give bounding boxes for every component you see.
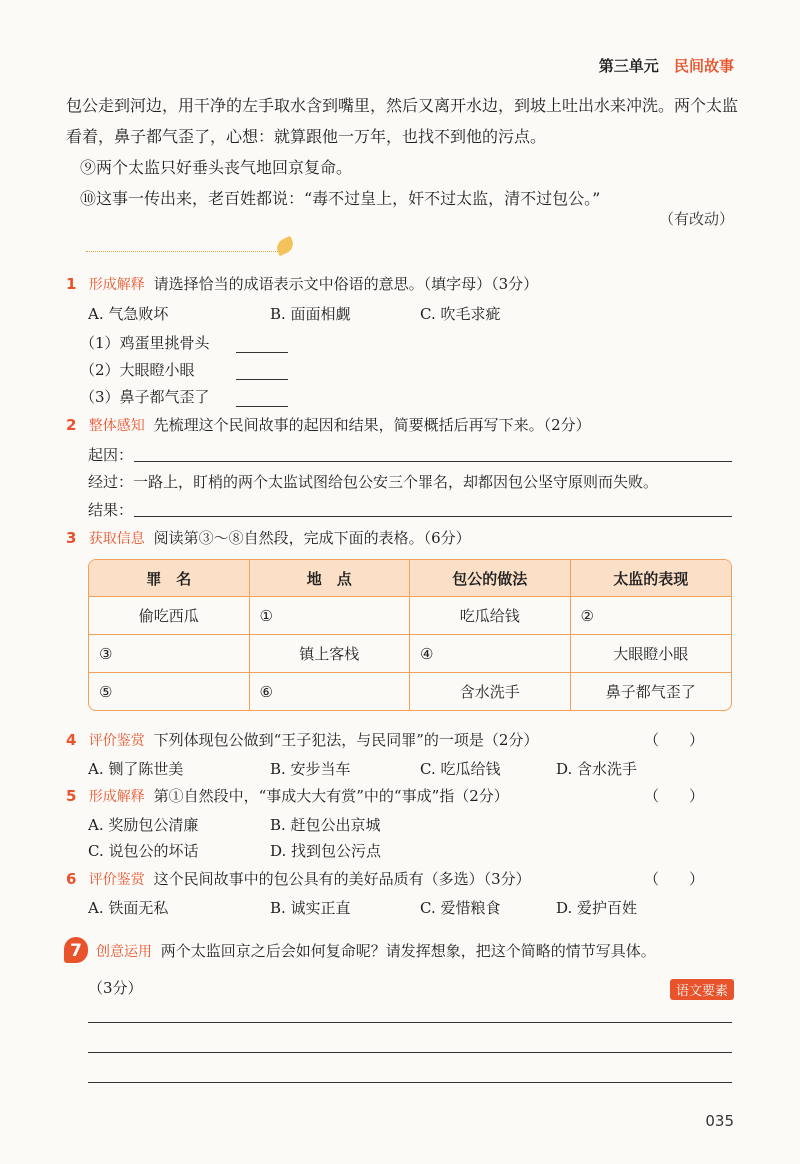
question-tag: 整体感知 — [88, 418, 145, 434]
sub-item-2: （2）大眼瞪小眼 — [80, 361, 195, 379]
table-header: 地 点 — [250, 560, 411, 597]
table-cell-blank[interactable]: ② — [571, 597, 732, 635]
language-element-badge: 语文要素 — [670, 979, 734, 1000]
question-6 — [66, 865, 531, 894]
dotted-divider — [86, 251, 284, 252]
option-b: B. 面面相觑 — [270, 305, 351, 323]
question-text: 阅读第③～⑧自然段，完成下面的表格。（6分） — [153, 529, 471, 547]
option-d: D. 找到包公污点 — [270, 842, 382, 860]
option-a: A. 气急败坏 — [88, 305, 169, 323]
unit-label: 第三单元 — [598, 57, 659, 75]
story-paragraph-9: ⑨两个太监只好垂头丧气地回京复命。 — [80, 158, 353, 177]
section-label: 民间故事 — [673, 57, 734, 75]
question-2 — [66, 411, 591, 440]
question-text: 这个民间故事中的包公具有的美好品质有（多选）（3分） — [153, 870, 531, 888]
option-a: A. 铡了陈世美 — [88, 760, 184, 778]
option-b: B. 赶包公出京城 — [270, 816, 381, 834]
question-number: 5 — [66, 787, 77, 805]
answer-paren-6[interactable]: （） — [643, 870, 734, 888]
option-c: C. 爱惜粮食 — [420, 899, 501, 917]
table-row — [89, 635, 731, 673]
option-c: C. 吹毛求疵 — [420, 305, 501, 323]
table-cell-blank[interactable]: ⑥ — [250, 673, 411, 710]
question-7 — [96, 937, 656, 966]
info-table — [88, 559, 732, 711]
option-c: C. 说包公的坏话 — [88, 842, 199, 860]
table-row — [89, 597, 731, 635]
answer-paren-5[interactable]: （） — [643, 787, 734, 805]
answer-blank-1[interactable] — [236, 351, 288, 353]
table-cell: 大眼瞪小眼 — [571, 635, 732, 673]
story-paragraph: 包公走到河边，用干净的左手取水含到嘴里，然后又离开水边，到坡上吐出水来冲洗。两个太监看着，鼻子都气歪了，心想：就算跟他一万年，也找不到他的污点。 — [66, 96, 739, 146]
table-header: 太监的表现 — [571, 560, 732, 597]
table-header: 包公的做法 — [410, 560, 571, 597]
sub-item-1: （1）鸡蛋里挑骨头 — [80, 334, 210, 352]
answer-blank-3[interactable] — [236, 405, 288, 407]
question-tag: 形成解释 — [88, 277, 145, 293]
question-text: 先梳理这个民间故事的起因和结果，简要概括后再写下来。（2分） — [153, 416, 591, 434]
option-c: C. 吃瓜给钱 — [420, 760, 501, 778]
cause-label: 起因： — [88, 446, 134, 464]
story-paragraph-10: ⑩这事一传出来，老百姓都说：“毒不过皇上，奸不过太监，清不过包公。” — [80, 189, 601, 208]
question-1 — [66, 270, 538, 299]
table-cell-blank[interactable]: ⑤ — [89, 673, 250, 710]
sub-item-3: （3）鼻子都气歪了 — [80, 388, 210, 406]
option-d: D. 爱护百姓 — [556, 899, 638, 917]
process-text: 经过：一路上，盯梢的两个太监试图给包公安三个罪名，却都因包公坚守原则而失败。 — [88, 473, 659, 491]
question-tag: 评价鉴赏 — [88, 733, 145, 749]
option-b: B. 安步当车 — [270, 760, 351, 778]
question-number: 3 — [66, 529, 77, 547]
page-header — [599, 55, 734, 76]
table-cell: 鼻子都气歪了 — [605, 683, 696, 701]
writing-line[interactable] — [88, 1021, 732, 1023]
question-text: 请选择恰当的成语表示文中俗语的意思。（填字母）（3分） — [153, 275, 539, 293]
table-cell-blank[interactable]: ③ — [89, 635, 250, 673]
option-a: A. 奖励包公清廉 — [88, 816, 199, 834]
question-tag: 创意运用 — [96, 944, 152, 960]
question-number: 1 — [66, 275, 77, 293]
score-label: （3分） — [88, 979, 143, 997]
question-tag: 形成解释 — [88, 789, 145, 805]
option-a: A. 铁面无私 — [88, 899, 169, 917]
result-answer-line[interactable] — [134, 515, 732, 517]
table-cell: 镇上客栈 — [250, 635, 411, 673]
question-text: 第①自然段中，“事成大大有赏”中的“事成”指（2分） — [153, 787, 509, 805]
question-3 — [66, 524, 471, 553]
question-text: 两个太监回京之后会如何复命呢？请发挥想象，把这个简略的情节写具体。 — [160, 942, 656, 960]
table-header: 罪 名 — [89, 560, 250, 597]
table-header-row — [89, 560, 731, 597]
option-d: D. 含水洗手 — [556, 760, 638, 778]
result-label: 结果： — [88, 501, 134, 519]
table-cell: 吃瓜给钱 — [410, 597, 571, 635]
table-cell: 含水洗手 — [410, 673, 571, 710]
question-5 — [66, 782, 509, 811]
cause-answer-line[interactable] — [134, 460, 732, 462]
answer-blank-2[interactable] — [236, 378, 288, 380]
question-number: 6 — [66, 870, 77, 888]
question-tag: 评价鉴赏 — [88, 872, 145, 888]
question-number: 2 — [66, 416, 77, 434]
table-cell-blank[interactable]: ④ — [410, 635, 571, 673]
table-cell-blank[interactable]: ① — [250, 597, 411, 635]
leaf-icon — [274, 236, 296, 256]
writing-line[interactable] — [88, 1051, 732, 1053]
option-b: B. 诚实正直 — [270, 899, 351, 917]
question-text: 下列体现包公做到“王子犯法，与民同罪”的一项是（2分） — [153, 731, 539, 749]
source-note: （有改动） — [658, 210, 734, 228]
page-number: 035 — [705, 1112, 734, 1130]
writing-line[interactable] — [88, 1081, 732, 1083]
question-7-number-icon: 7 — [64, 937, 88, 963]
question-tag: 获取信息 — [88, 531, 145, 547]
answer-paren-4[interactable]: （） — [643, 731, 734, 749]
question-4 — [66, 726, 538, 755]
question-number: 4 — [66, 731, 77, 749]
table-row — [89, 673, 731, 710]
table-cell: 偷吃西瓜 — [89, 597, 250, 635]
